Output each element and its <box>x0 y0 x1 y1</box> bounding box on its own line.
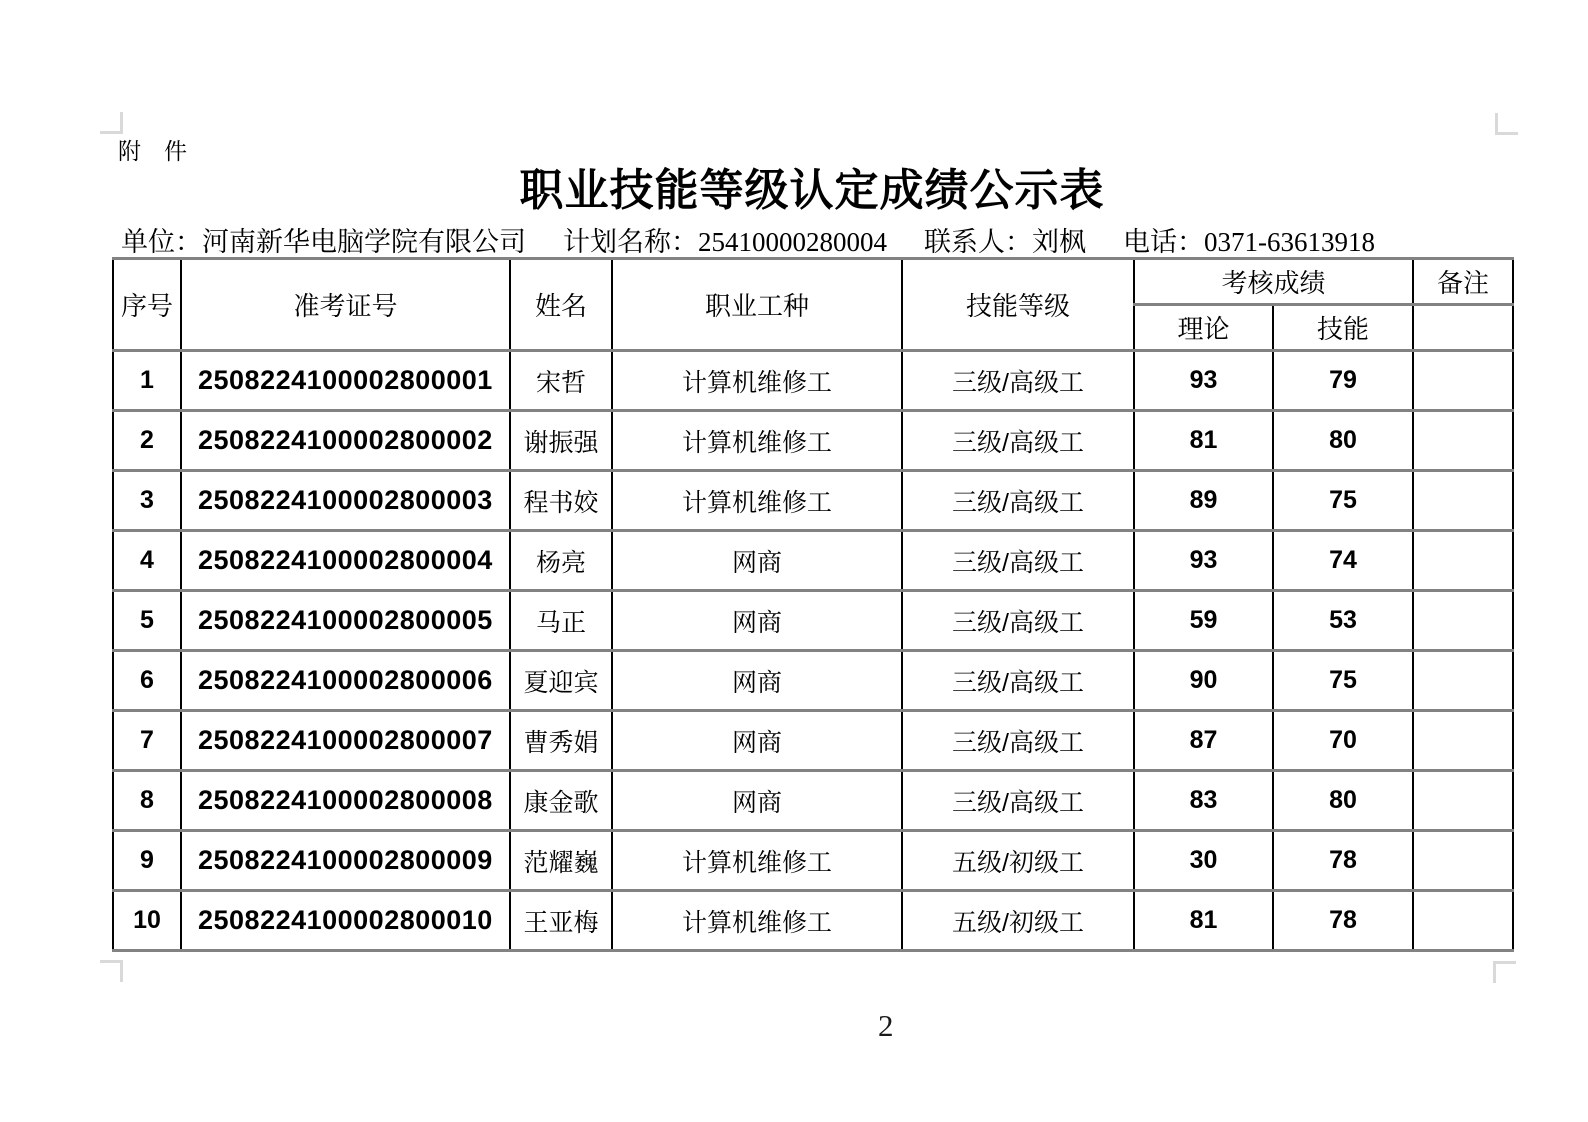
score-table <box>112 257 1514 952</box>
cell-skill-score: 53 <box>1273 591 1413 651</box>
attachment-label: 附 件 <box>118 139 187 164</box>
cell-remark <box>1413 651 1513 711</box>
cell-occupation: 计算机维修工 <box>612 351 902 411</box>
cell-theory-score: 59 <box>1134 591 1273 651</box>
cell-remark <box>1413 411 1513 471</box>
cell-level: 三级/高级工 <box>902 351 1134 411</box>
cell-skill-score: 78 <box>1273 831 1413 891</box>
cell-level: 三级/高级工 <box>902 651 1134 711</box>
cell-remark <box>1413 591 1513 651</box>
cell-no: 8 <box>113 771 181 831</box>
cell-theory-score: 83 <box>1134 771 1273 831</box>
cell-skill-score: 79 <box>1273 351 1413 411</box>
col-header-remark-sub <box>1413 305 1513 351</box>
cell-ticket: 2508224100002800007 <box>181 711 510 771</box>
info-plan-name: 计划名称：25410000280004 <box>563 227 887 257</box>
cell-no: 2 <box>113 411 181 471</box>
col-header-name: 姓名 <box>510 259 612 351</box>
cell-remark <box>1413 471 1513 531</box>
cell-skill-score: 80 <box>1273 771 1413 831</box>
table-row <box>113 891 1513 951</box>
cell-ticket: 2508224100002800004 <box>181 531 510 591</box>
cell-level: 三级/高级工 <box>902 471 1134 531</box>
cell-no: 4 <box>113 531 181 591</box>
cell-theory-score: 87 <box>1134 711 1273 771</box>
cell-name: 范耀巍 <box>510 831 612 891</box>
cell-skill-score: 74 <box>1273 531 1413 591</box>
cell-level: 五级/初级工 <box>902 891 1134 951</box>
header-row-top <box>113 259 1513 305</box>
cell-occupation: 网商 <box>612 771 902 831</box>
cell-no: 7 <box>113 711 181 771</box>
cell-theory-score: 90 <box>1134 651 1273 711</box>
col-header-theory: 理论 <box>1134 305 1273 351</box>
cell-name: 马正 <box>510 591 612 651</box>
cell-remark <box>1413 771 1513 831</box>
cell-level: 三级/高级工 <box>902 591 1134 651</box>
cell-no: 6 <box>113 651 181 711</box>
cell-skill-score: 78 <box>1273 891 1413 951</box>
table-row <box>113 351 1513 411</box>
cell-ticket: 2508224100002800002 <box>181 411 510 471</box>
col-header-skill: 技能 <box>1273 305 1413 351</box>
cell-occupation: 计算机维修工 <box>612 471 902 531</box>
info-phone: 电话：0371-63613918 <box>1123 227 1375 257</box>
table-row <box>113 711 1513 771</box>
cell-ticket: 2508224100002800008 <box>181 771 510 831</box>
cell-ticket: 2508224100002800010 <box>181 891 510 951</box>
cell-no: 5 <box>113 591 181 651</box>
cell-theory-score: 93 <box>1134 351 1273 411</box>
cell-level: 五级/初级工 <box>902 831 1134 891</box>
table-row <box>113 771 1513 831</box>
cell-theory-score: 81 <box>1134 891 1273 951</box>
cell-theory-score: 30 <box>1134 831 1273 891</box>
cell-theory-score: 89 <box>1134 471 1273 531</box>
cell-remark <box>1413 531 1513 591</box>
cell-no: 9 <box>113 831 181 891</box>
cell-no: 1 <box>113 351 181 411</box>
cell-occupation: 网商 <box>612 651 902 711</box>
cell-level: 三级/高级工 <box>902 711 1134 771</box>
table-row <box>113 651 1513 711</box>
cell-occupation: 网商 <box>612 711 902 771</box>
cell-ticket: 2508224100002800001 <box>181 351 510 411</box>
cell-remark <box>1413 831 1513 891</box>
table-row <box>113 831 1513 891</box>
cell-occupation: 网商 <box>612 531 902 591</box>
cell-ticket: 2508224100002800003 <box>181 471 510 531</box>
cell-skill-score: 75 <box>1273 651 1413 711</box>
col-header-occupation: 职业工种 <box>612 259 902 351</box>
table-row <box>113 591 1513 651</box>
table-row <box>113 531 1513 591</box>
cell-name: 宋哲 <box>510 351 612 411</box>
cell-ticket: 2508224100002800006 <box>181 651 510 711</box>
cell-theory-score: 81 <box>1134 411 1273 471</box>
page-number: 2 <box>878 1008 894 1043</box>
cell-name: 夏迎宾 <box>510 651 612 711</box>
cell-level: 三级/高级工 <box>902 531 1134 591</box>
cell-name: 曹秀娟 <box>510 711 612 771</box>
cell-skill-score: 75 <box>1273 471 1413 531</box>
page-title: 职业技能等级认定成绩公示表 <box>519 166 1105 215</box>
cell-occupation: 计算机维修工 <box>612 831 902 891</box>
cell-name: 康金歌 <box>510 771 612 831</box>
col-header-level: 技能等级 <box>902 259 1134 351</box>
cell-remark <box>1413 711 1513 771</box>
col-header-score-group: 考核成绩 <box>1134 259 1413 305</box>
info-contact: 联系人：刘枫 <box>924 227 1086 257</box>
cell-skill-score: 70 <box>1273 711 1413 771</box>
text-boundary-corner-top-right <box>1495 113 1518 135</box>
cell-level: 三级/高级工 <box>902 771 1134 831</box>
cell-name: 程书姣 <box>510 471 612 531</box>
col-header-remark: 备注 <box>1413 259 1513 305</box>
table-row <box>113 471 1513 531</box>
text-boundary-corner-bottom-left <box>100 960 123 982</box>
cell-ticket: 2508224100002800009 <box>181 831 510 891</box>
cell-no: 3 <box>113 471 181 531</box>
cell-remark <box>1413 351 1513 411</box>
text-boundary-corner-top-left <box>100 112 123 134</box>
cell-no: 10 <box>113 891 181 951</box>
text-boundary-corner-bottom-right <box>1493 961 1516 983</box>
cell-occupation: 计算机维修工 <box>612 891 902 951</box>
info-line <box>121 220 1541 259</box>
info-unit: 单位：河南新华电脑学院有限公司 <box>121 227 526 257</box>
cell-name: 杨亮 <box>510 531 612 591</box>
cell-theory-score: 93 <box>1134 531 1273 591</box>
col-header-no: 序号 <box>113 259 181 351</box>
cell-occupation: 网商 <box>612 591 902 651</box>
cell-name: 谢振强 <box>510 411 612 471</box>
cell-skill-score: 80 <box>1273 411 1413 471</box>
cell-name: 王亚梅 <box>510 891 612 951</box>
table-row <box>113 411 1513 471</box>
cell-occupation: 计算机维修工 <box>612 411 902 471</box>
col-header-ticket: 准考证号 <box>181 259 510 351</box>
cell-ticket: 2508224100002800005 <box>181 591 510 651</box>
cell-remark <box>1413 891 1513 951</box>
cell-level: 三级/高级工 <box>902 411 1134 471</box>
